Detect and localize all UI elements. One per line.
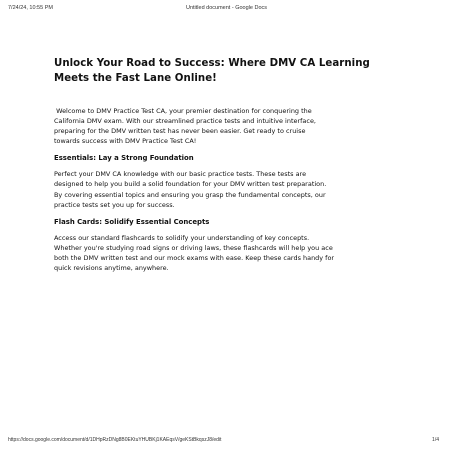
intro-line: California DMV exam. With our streamlined practice tests and intuitive interface,	[54, 117, 316, 126]
print-header	[8, 5, 445, 15]
print-document-title: Untitled document - Google Docs	[185, 5, 267, 11]
document-body	[54, 56, 406, 273]
intro-line: Welcome to DMV Practice Test CA, your premier destination for conquering the	[54, 107, 312, 115]
intro-paragraph	[54, 106, 406, 146]
print-timestamp: 7/24/24, 10:55 PM	[8, 5, 53, 11]
document-title-line-2: Meets the Fast Lane Online!	[54, 73, 217, 84]
document-title	[54, 56, 406, 86]
essentials-line: By covering essential topics and ensuring you grasp the fundamental concepts, our	[54, 190, 326, 199]
essentials-line: practice tests set you up for success.	[54, 200, 175, 209]
flash-cards-line: both the DMV written test and our mock exams with ease. Keep these cards handy for	[54, 253, 335, 262]
section-heading-flash-cards: Flash Cards: Solidify Essential Concepts	[54, 217, 210, 226]
section-heading-essentials: Essentials: Lay a Strong Foundation	[54, 154, 194, 163]
flash-cards-paragraph	[54, 233, 406, 273]
section-spacer	[54, 210, 406, 217]
essentials-line: designed to help you build a solid foundation for your DMV written test preparation.	[54, 180, 327, 189]
essentials-line: Perfect your DMV CA knowledge with our basic practice tests. These tests are	[54, 170, 307, 179]
intro-line: preparing for the DMV written test has never been easier. Get ready to cruise	[54, 127, 306, 136]
page-number: 1/4	[432, 437, 439, 443]
print-url: https://docs.google.com/document/d/1DHpRzDNg8B0EKtuYHUBKj1KAEqsV/geKStBkqszJ8/edit	[8, 437, 222, 443]
flash-cards-line: quick revisions anytime, anywhere.	[54, 264, 169, 273]
print-footer	[8, 437, 445, 447]
flash-cards-line: Whether you're studying road signs or driving laws, these flashcards will help you ace	[54, 243, 333, 252]
document-title-line-1: Unlock Your Road to Success: Where DMV CA Learning	[54, 58, 370, 69]
essentials-paragraph	[54, 169, 406, 209]
flash-cards-line: Access our standard flashcards to solidify your understanding of key concepts.	[54, 233, 310, 242]
intro-line: towards success with DMV Practice Test CA!	[54, 137, 197, 146]
